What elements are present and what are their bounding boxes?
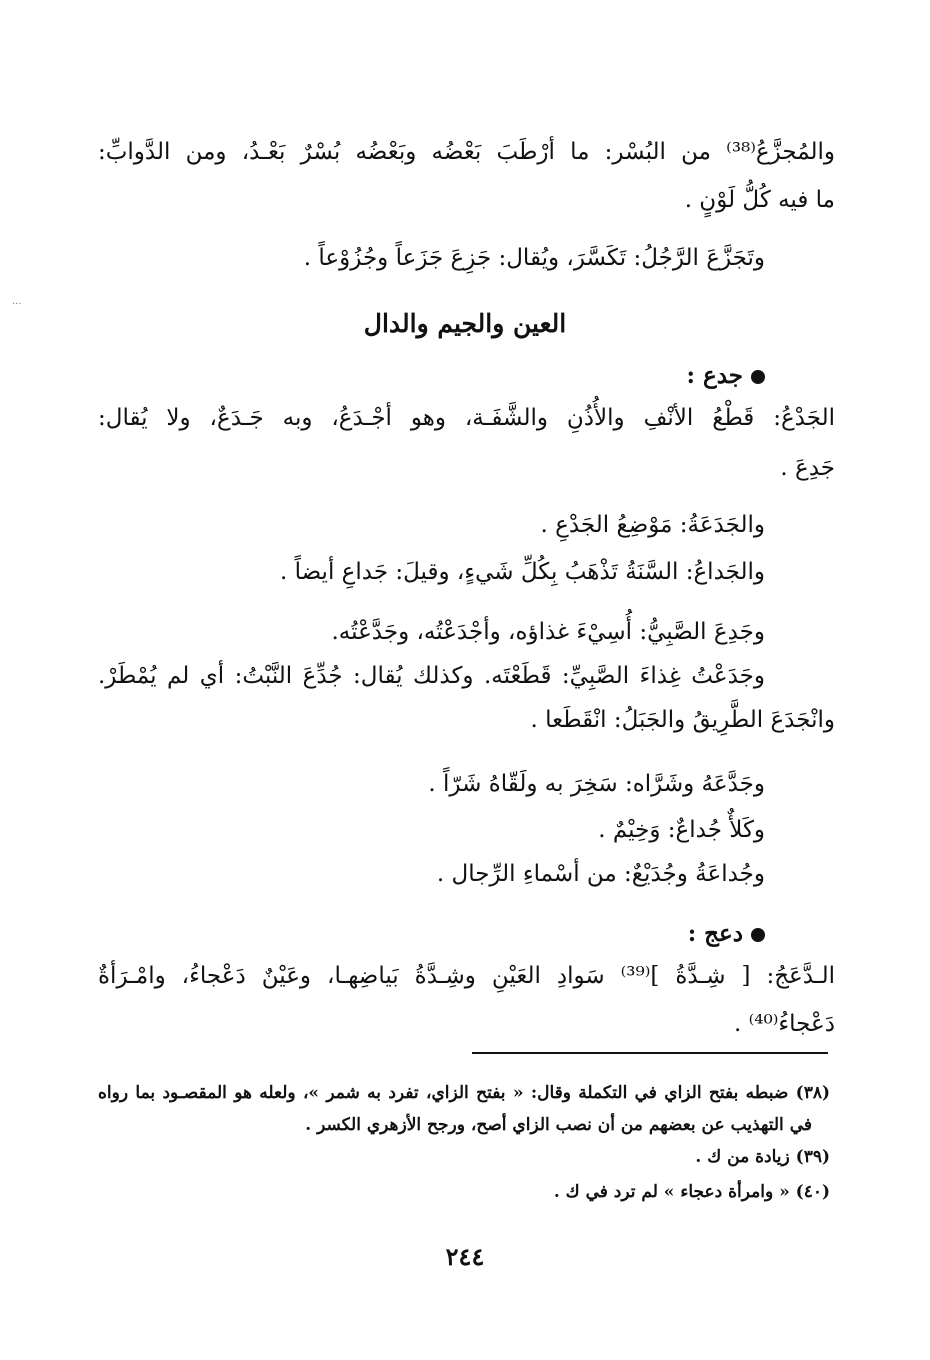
text-line: وانْجَدَعَ الطَّرِيقُ والجَبَلُ: انْقَطَعا .: [530, 707, 835, 733]
text-line: والجَداعُ: السَّنَةُ تَذْهَبُ بِكُلِّ شَيءٍ، وقيلَ: جَداعِ أيضاً .: [279, 559, 765, 585]
entry-label: دعج :: [687, 920, 743, 947]
footnote: (٣٨) ضبطه بفتح الزاي في التكملة وقال: « بفتح الزاي، تفرد به شمر »، ولعله هو المقصـود بما رواه: [98, 1083, 830, 1103]
text-line: والجَدَعَةُ: مَوْضِعُ الجَدْعِ .: [540, 512, 765, 538]
text-line: دَعْجاءُ⁽⁴⁰⁾ .: [733, 1011, 835, 1037]
entry-label: جدع :: [686, 362, 743, 389]
footnote: في التهذيب عن بعضهم من أن نصب الزاي أصح، ورجح الأزهري الكسر .: [305, 1115, 812, 1135]
footnote: (٣٩) زيادة من ك .: [695, 1147, 830, 1167]
entry-headword: [688, 914, 765, 954]
text-line: وتَجَزَّعَ الرَّجُلُ: تَكَسَّرَ، ويُقال: جَزِعَ جَزَعاً وجُزُوْعاً .: [303, 245, 765, 271]
page-number: ٢٤٤: [445, 1242, 485, 1271]
text-line: جَدِعَ .: [780, 455, 835, 481]
bullet-icon: [751, 370, 765, 384]
bullet-icon: [751, 928, 765, 942]
section-heading: العين والجيم والدال: [363, 309, 567, 338]
text-line: وكَلأٌ جُداعٌ: وَخِيْمٌ .: [598, 817, 765, 843]
margin-mark: ...: [12, 296, 22, 307]
entry-headword: [686, 356, 765, 396]
text-line: وجَدِعَ الصَّبِيُّ: أُسِيْءَ غذاؤه، وأجْدَعْتُه، وجَدَّعْتُه.: [331, 619, 765, 645]
footnote: (٤٠) « وامرأة دعجاء » لم ترد في ك .: [553, 1182, 830, 1202]
text-line: وجُداعَةُ وجُدَيْعٌ: من أسْماءِ الرِّجال .: [436, 861, 765, 887]
footnote-separator: [472, 1052, 828, 1054]
text-line: والمُجزَّعُ⁽³⁸⁾ من البُسْر: ما أرْطَبَ بَعْضُه وبَعْضُه بُسْرٌ بَعْـدُ، ومن الدَّوابِّ:: [98, 139, 835, 165]
text-line: وجَدَعْتُ غِذاءَ الصَّبِيِّ: قَطَعْتَه. وكذلك يُقال: جُدِّعَ النَّبْتُ: أي لم يُمْطَرْ.: [98, 663, 765, 689]
text-line: ما فيه كُلُّ لَوْنٍ .: [684, 187, 835, 213]
text-line: وجَدَّعَهُ وشَرَّاه: سَخِرَ به ولَقّاهُ شَرّاً .: [428, 771, 765, 797]
text-line: الجَدْعُ: قَطْعُ الأنْفِ والأُذُنِ والشَّفَـة، وهو أجْـدَعُ، وبه جَـدَعٌ، ولا يُقال:: [98, 405, 835, 431]
text-line: الـدَّعَجُ: [ شِـدَّةُ ]⁽³⁹⁾ سَوادِ العَيْنِ وشِـدَّةُ بَياضِهـا، وعَيْنٌ دَعْجاءُ، وامْـرَأةٌ: [98, 963, 835, 989]
